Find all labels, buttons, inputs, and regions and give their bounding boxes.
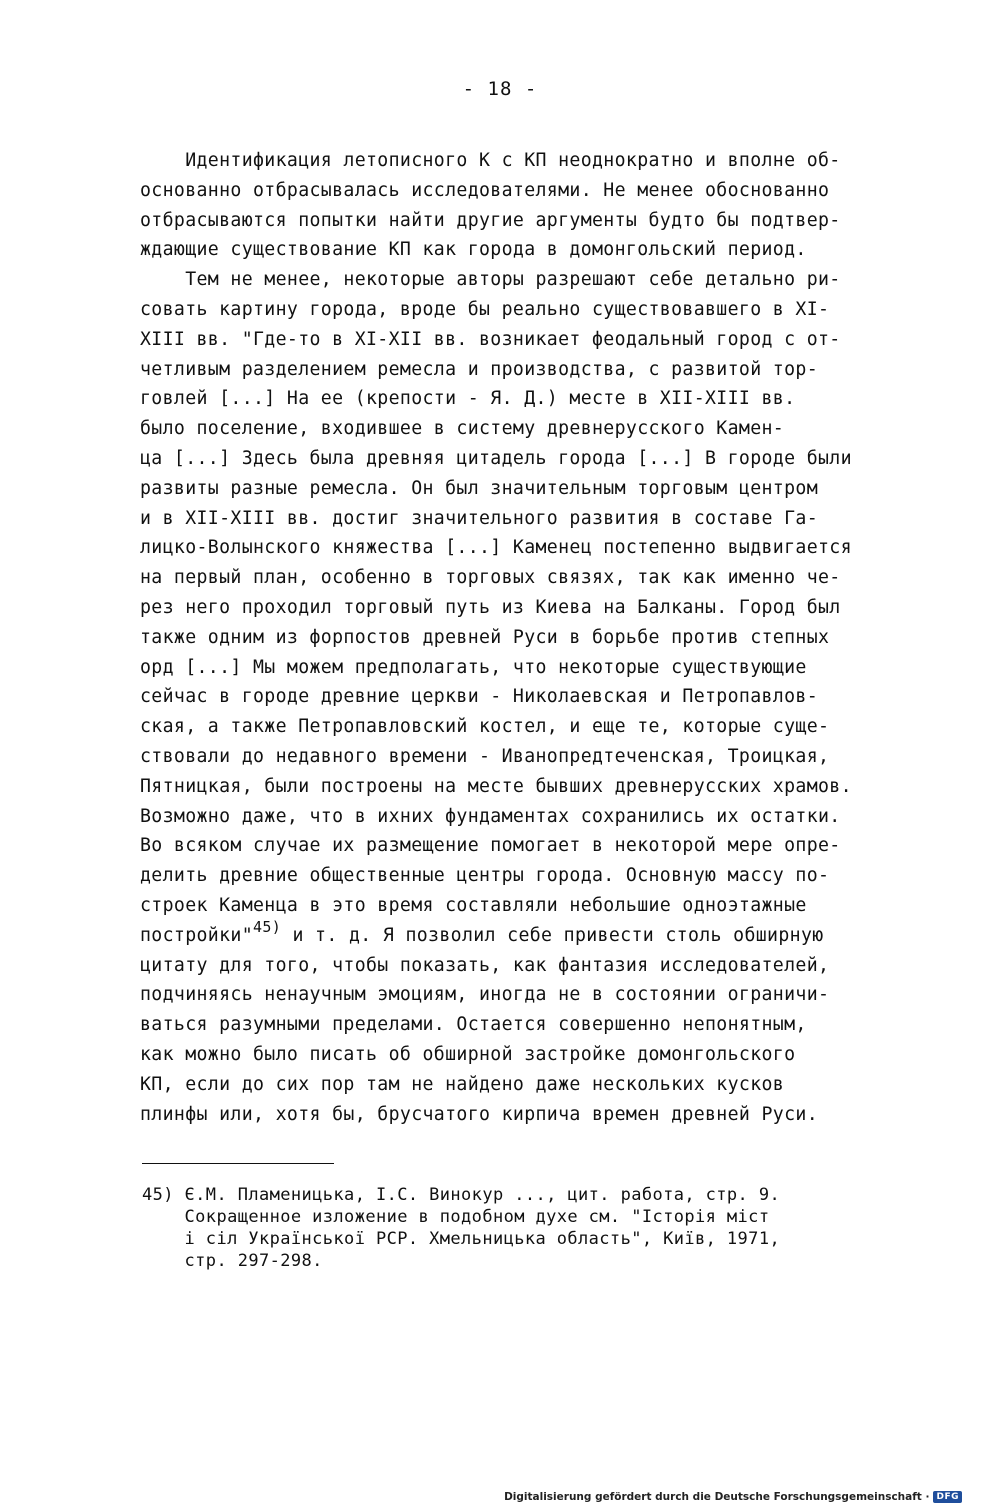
footnote-line: Сокращенное изложение в подобном духе см. "Історія міст [142, 1207, 770, 1227]
line-text-before: постройки" [140, 924, 253, 946]
text-line: ждающие существование КП как города в домонгольский период. [140, 239, 807, 261]
text-line: цитату для того, чтобы показать, как фантазия исследователей, [140, 954, 830, 976]
text-line: ская, а также Петропавловский костел, и еще те, которые суще- [140, 716, 830, 738]
text-line: говлей [...] На ее (крепости - Я. Д.) месте в XII-XIII вв. [140, 388, 796, 410]
footnote-line: 45) Є.М. Пламеницька, І.С. Винокур ..., цит. работа, стр. 9. [142, 1185, 781, 1205]
text-line: ствовали до недавного времени - Иванопредтеченская, Троицкая, [140, 745, 830, 767]
text-line: рез него проходил торговый путь из Киева на Балканы. Город был [140, 596, 841, 618]
text-line: было поселение, входившее в систему древнерусского Камен- [140, 418, 785, 440]
body-text [140, 146, 910, 1129]
text-line: строек Каменца в это время составляли небольшие одноэтажные [140, 894, 807, 916]
text-line: основанно отбрасывалась исследователями. Не менее обоснованно [140, 179, 830, 201]
text-line: ваться разумными пределами. Остается совершенно непонятным, [140, 1014, 807, 1036]
text-line: совать картину города, вроде бы реально существовавшего в XI- [140, 298, 830, 320]
text-line: отбрасываются попытки найти другие аргументы будто бы подтвер- [140, 209, 841, 231]
text-line: сейчас в городе древние церкви - Николаевская и Петропавлов- [140, 686, 818, 708]
footnote-line: і сіл Української РСР. Хмельницька область", Київ, 1971, [142, 1229, 781, 1249]
text-line: развиты разные ремесла. Он был значительным торговым центром [140, 477, 818, 499]
text-line: также одним из форпостов древней Руси в борьбе против степных [140, 626, 830, 648]
footnote-line: стр. 297-298. [142, 1251, 323, 1271]
text-line: подчиняясь ненаучным эмоциям, иногда не в состоянии ограничи- [140, 984, 830, 1006]
text-line: четливым разделением ремесла и производства, с развитой тор- [140, 358, 818, 380]
text-line: плинфы или, хотя бы, брусчатого кирпича времен древней Руси. [140, 1103, 818, 1125]
text-line: Идентификация летописного К с КП неоднократно и вполне об- [140, 150, 841, 171]
footnote-ref-marker[interactable]: 45) [253, 917, 282, 936]
text-line: XIII вв. "Где-то в XI-XII вв. возникает феодальный город с от- [140, 328, 841, 350]
dfg-logo-icon: DFG [933, 1491, 962, 1503]
digitization-credit [504, 1491, 962, 1503]
credit-text: Digitalisierung gefördert durch die Deutsche Forschungsgemeinschaft · [504, 1491, 930, 1503]
text-line: ца [...] Здесь была древняя цитадель города [...] В городе были [140, 447, 852, 469]
text-line: и в XII-XIII вв. достиг значительного развития в составе Га- [140, 507, 818, 529]
page-number: - 18 - [462, 78, 538, 100]
text-line-with-footnote-ref [140, 917, 910, 951]
text-line: Возможно даже, что в ихних фундаментах сохранились их остатки. [140, 805, 841, 827]
text-line: как можно было писать об обширной застройке домонгольского [140, 1043, 796, 1065]
text-line: Тем не менее, некоторые авторы разрешают себе детально ри- [140, 269, 841, 291]
line-text-after: и т. д. Я позволил себе привести столь обширную [281, 924, 824, 946]
text-line: орд [...] Мы можем предполагать, что некоторые существующие [140, 656, 807, 678]
footnote-divider [142, 1163, 334, 1164]
text-line: на первый план, особенно в торговых связях, так как именно че- [140, 567, 841, 589]
text-line: Пятницкая, были построены на месте бывших древнерусских храмов. [140, 775, 852, 797]
text-line: лицко-Волынского княжества [...] Каменец постепенно выдвигается [140, 537, 852, 559]
text-line: делить древние общественные центры города. Основную массу по- [140, 865, 830, 887]
footnotes [142, 1184, 902, 1272]
text-line: Во всяком случае их размещение помогает в некоторой мере опре- [140, 835, 841, 857]
text-line: КП, если до сих пор там не найдено даже нескольких кусков [140, 1073, 785, 1095]
